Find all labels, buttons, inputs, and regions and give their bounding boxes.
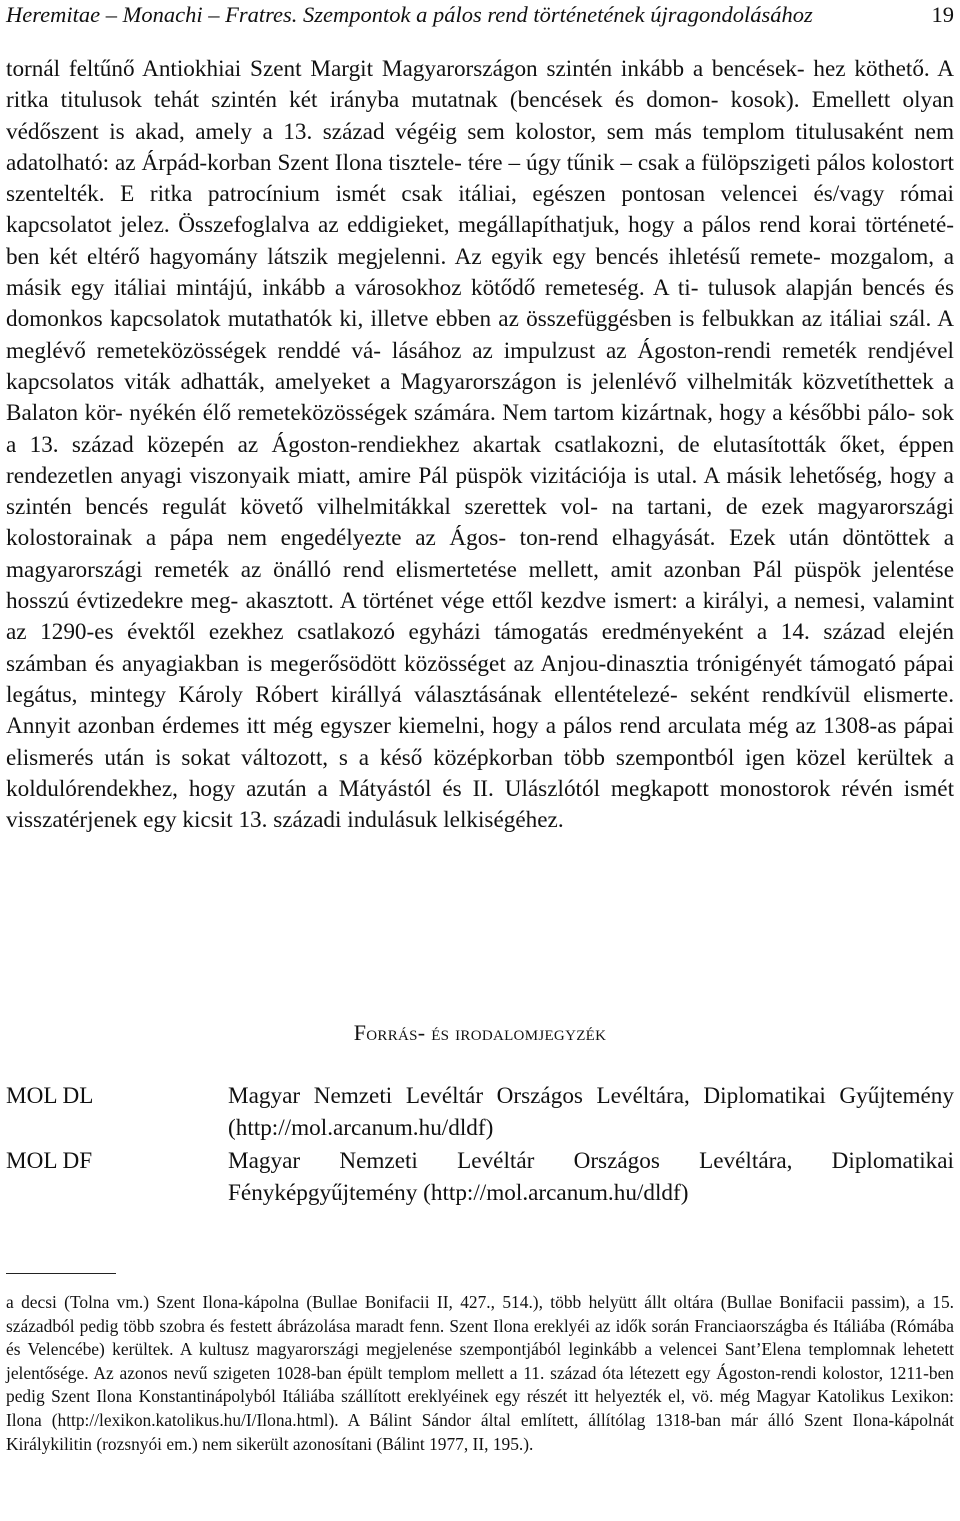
body-line: kosok). Emellett olyan védőszent is akad, amely a 13. század végéig sem kolostor, [6, 87, 954, 145]
body-line: akasztott. A történet vége ettől kezdve ismert: a királyi, a nemesi, valamint az 1290-es [6, 588, 955, 646]
body-line: Összefoglalva az eddigieket, megállapíthatjuk, hogy a pálos rend korai történeté- [178, 212, 954, 239]
body-text [6, 54, 954, 836]
body-line: tulusok alapján bencés és domonkos kapcsolatok mutathatók ki, illetve ebben az [6, 275, 954, 333]
body-line: a Mátyástól és II. Ulászlótól megkapott monostorok révén ismét visszatérjenek egy [6, 775, 955, 834]
body-line: ismét csak itáliai, egészen pontosan velencei és/vagy római kapcsolatot jelez. [6, 181, 955, 239]
body-line: támogató pápai legátus, mintegy Károly Róbert királlyá választásának ellentételezé- [6, 650, 955, 708]
body-line: kicsit 13. századi indulásuk lelkiségéhez. [182, 807, 564, 834]
body-line: mozgalom, a másik egy itáliai mintájú, inkább a városokhoz kötődő remeteség. A ti- [6, 243, 955, 302]
reference-item [6, 1080, 954, 1144]
reference-description: Magyar Nemzeti Levéltár Országos Levéltára, Diplomatikai Fényképgyűjtemény (http://mol.arcanum.hu/dldf) [228, 1148, 954, 1206]
running-title: Heremitae – Monachi – Fratres. Szempontok a pálos rend történetének újragondolásához [6, 2, 813, 27]
reference-abbreviation: MOL DL [6, 1083, 94, 1109]
footnote-text: a decsi (Tolna vm.) Szent Ilona-kápolna (Bullae Bonifacii II, 427., 514.), több helyütt állt oltára (Bullae Bonifacii passim), a 15. századból pedig több szobra és festett ábrázolása maradt fenn. Szent Ilona ereklyéi az idők során Franciaországba és Itáliába (Rómába és Velencébe) kerültek. A kultusz magyarországi megjelenése szempontjából leginkább a velencei Sant’Elena templomnak lehetett jelentősége. Az azonos nevű szigeten 1028-ban épült templom mellett a 11. század óta létezett egy Ágoston-rendi kolostor, 1211-ben pedig Szent Ilona Konstantinápolyból Itáliába szállított ereklyéinek egy részét itt helyezték el, vö. még Magyar Katolikus Lexikon: Ilona (http://lexikon.katolikus.hu/I/Ilona.html). A Bálint Sándor által említett, állítólag 1318-ban már álló Szent Ilona-kápolnát Királykilitin (rozsnyói em.) nem sikerült azonosítani (Bálint 1977, II, 195.). [6, 1292, 954, 1454]
body-line: na tartani, de ezek magyarországi kolostorainak a pápa nem engedélyezte az Ágos- [6, 494, 955, 552]
body-line: seként rendkívül elismerte. Annyit azonban érdemes itt még egyszer kiemelni, hogy a [6, 681, 954, 740]
body-line: sok a 13. század közepén az Ágoston-rendiekhez akartak csatlakozni, de elutasították [6, 400, 955, 458]
body-line: nyékén élő remeteközösségek számára. Nem tartom kizártnak, hogy a későbbi pálo- [129, 400, 916, 427]
references-list [6, 1080, 954, 1210]
page-number: 19 [931, 2, 954, 27]
reference-item [6, 1145, 954, 1209]
reference-description: Magyar Nemzeti Levéltár Országos Levéltára, Diplomatikai Gyűjtemény (http://mol.arcanum.hu/dldf) [228, 1083, 954, 1141]
reference-abbreviation: MOL DF [6, 1148, 93, 1174]
footnote-separator [6, 1273, 116, 1274]
body-paragraph [6, 54, 954, 836]
body-line: pálos rend arculata még az 1308-as pápai elismerés után is sokat változott, s a késő [6, 713, 954, 771]
body-line: tére – úgy tűnik – csak a fülöpszigeti pálos kolostort szentelték. E ritka patrocínium [6, 149, 954, 208]
body-line: lásához az impulzust az Ágoston-rendi remeték rendjével kapcsolatos viták adhatták, [6, 337, 954, 395]
body-line: amelyeket a Magyarországon is jelenlévő vilhelmiták közvetíthettek a Balaton kör- [6, 368, 954, 427]
body-line: évektől ezekhez csatlakozó egyházi támogatás eredményeként a 14. század elején [127, 619, 955, 646]
body-line: hez köthető. A ritka titulusok tehát szintén két irányba mutatnak (bencések és domon- [6, 56, 954, 114]
body-line: A másik lehetőség, hogy a szintén bencés regulát követő vilhelmitákkal szerettek vol- [6, 462, 954, 521]
body-line: számban és anyagiakban is megerősödött közösséget az Anjou-dinasztia trónigényét [6, 650, 803, 677]
body-line: sem más templom titulusaként nem adatolható: az Árpád-korban Szent Ilona tisztele- [6, 118, 955, 176]
references-heading: Forrás- és irodalomjegyzék [353, 1020, 607, 1045]
body-line: tornál feltűnő Antiokhiai Szent Margit Magyarországon szintén inkább a bencések- [6, 56, 805, 82]
body-line: középkorban több szempontból igen közel kerültek a koldulórendekhez, hogy azután [6, 744, 955, 802]
running-header [6, 2, 954, 32]
body-line: elismertetése mellett, amit azonban Pál püspök jelentése hosszú évtizedekre meg- [6, 556, 955, 615]
body-line: őket, éppen rendezetlen anyagi viszonyaik miatt, amire Pál püspök vizitációja is utal. [6, 431, 955, 489]
body-line: ben két eltérő hagyomány látszik megjelenni. Az egyik egy bencés ihletésű remete- [6, 243, 821, 270]
body-line: összefüggésben is felbukkan az itáliai szál. A meglévő remeteközösségek renddé vá- [6, 306, 954, 364]
body-line: ton-rend elhagyását. Ezek után döntöttek a magyarországi remeték az önálló rend [6, 525, 955, 583]
